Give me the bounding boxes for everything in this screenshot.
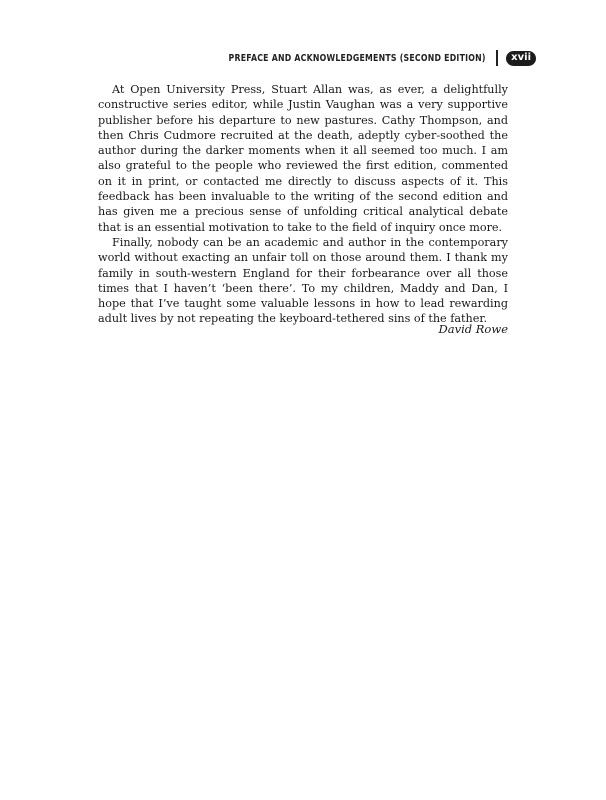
running-head — [156, 50, 536, 66]
page-number: xvii — [506, 51, 536, 66]
paragraph: At Open University Press, Stuart Allan was, as ever, a delightfully constructive series editor, while Justin Vaughan was a very supportive publisher before his departure to new pastures. Cathy Thompson, and then Chris Cudmore recruited at the death, adeptly cyber-soothed the author during the darker moments when it all seemed too much. I am also grateful to the people who reviewed the first edition, commented on it in print, or contacted me directly to discuss aspects of it. This feedback has been invaluable to the writing of the second edition and has given me a precious sense of unfolding critical analytical debate that is an essential motivation to take to the field of inquiry once more. — [98, 83, 508, 234]
author-signature: David Rowe — [438, 322, 508, 336]
running-title: PREFACE AND ACKNOWLEDGEMENTS (SECOND EDITION) — [229, 52, 487, 64]
paragraph: Finally, nobody can be an academic and author in the contemporary world without exacting an unfair toll on those around them. I thank my family in south-western England for their forbearance over all those times that I haven’t ‘been there’. To my children, Maddy and Dan, I hope that I’ve taught some valuable lessons in how to lead rewarding adult lives by not repeating the keyboard-tethered sins of the father. — [98, 235, 508, 326]
header-divider — [496, 50, 498, 66]
body-text — [98, 82, 508, 327]
